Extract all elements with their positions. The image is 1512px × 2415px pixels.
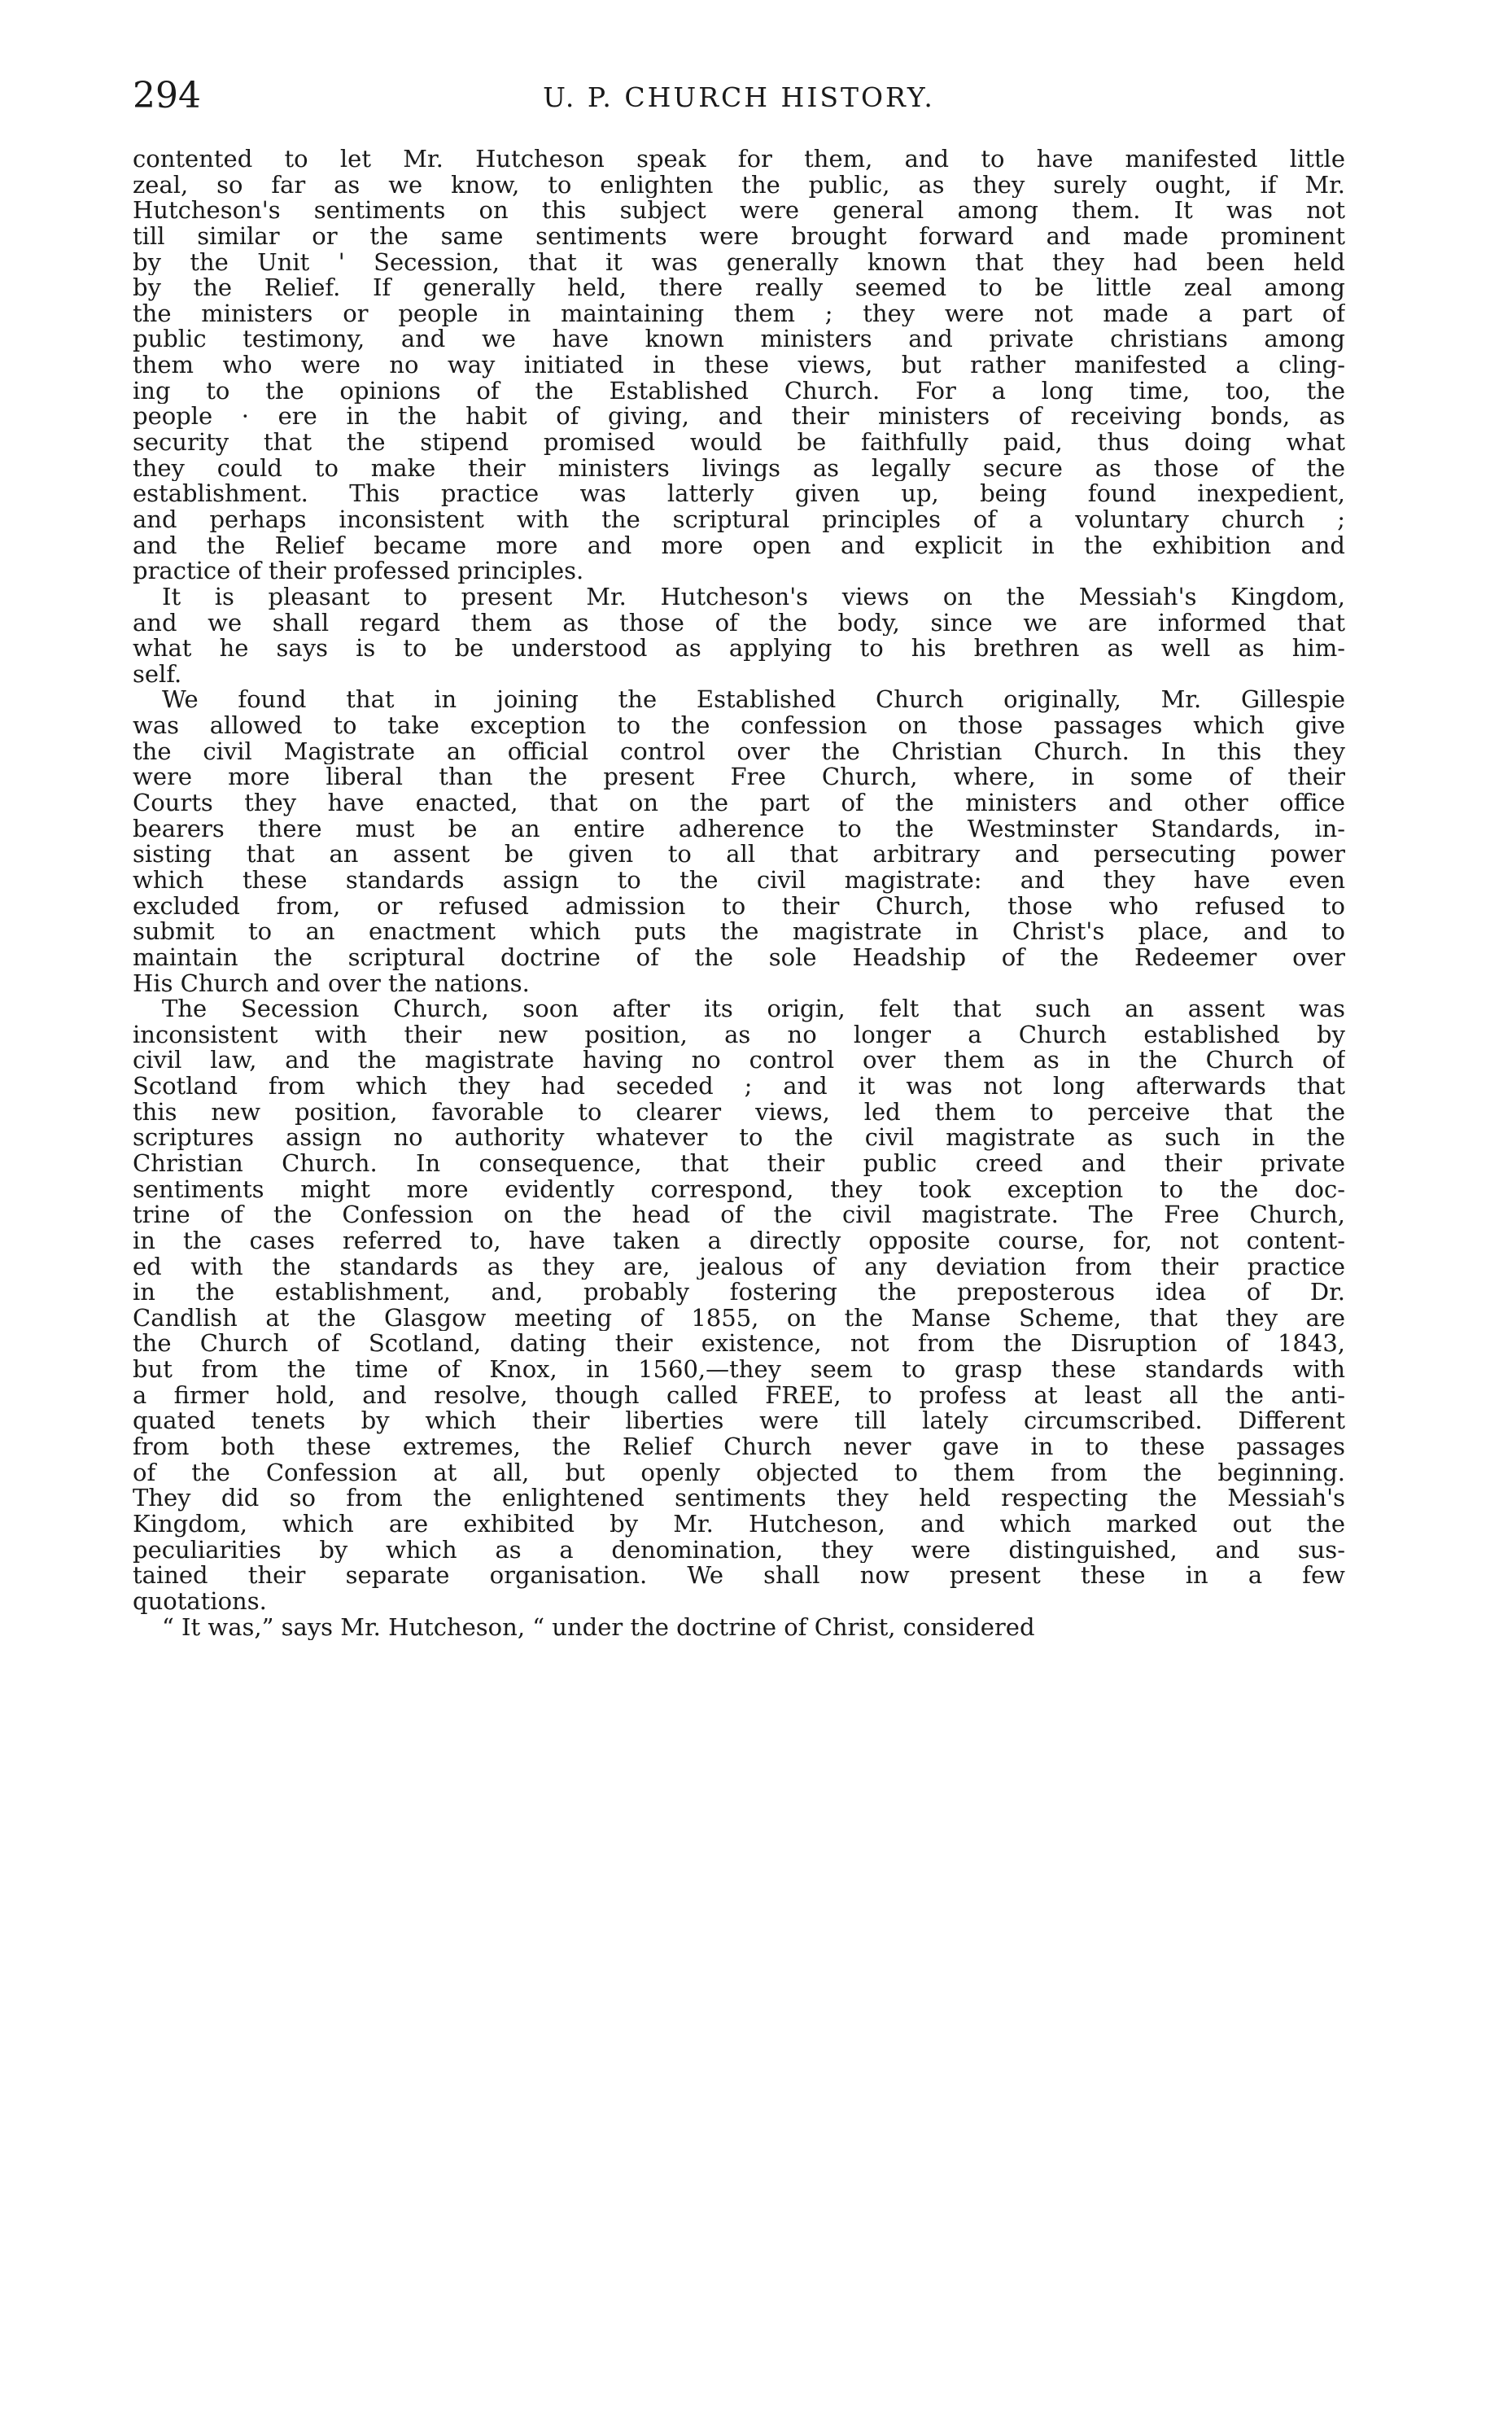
text-line: by the Unit ' Secession, that it was generally known that they had been held bbox=[133, 249, 1345, 276]
text-line: inconsistent with their new position, as no longer a Church established by bbox=[133, 1022, 1345, 1048]
text-line: what he says is to be understood as applying to his brethren as well as him- bbox=[133, 636, 1345, 662]
text-line: sisting that an assent be given to all that arbitrary and persecuting power bbox=[133, 842, 1345, 868]
text-line: till similar or the same sentiments were brought forward and made prominent bbox=[133, 223, 1345, 250]
text-line: tained their separate organisation. We shall now present these in a few bbox=[133, 1563, 1345, 1589]
text-line: the Church of Scotland, dating their existence, not from the Disruption of 1843, bbox=[133, 1331, 1345, 1358]
text-line: sentiments might more evidently correspond, they took exception to the doc- bbox=[133, 1176, 1345, 1203]
text-line: civil law, and the magistrate having no control over them as in the Church of bbox=[133, 1048, 1345, 1074]
text-line: Kingdom, which are exhibited by Mr. Hutcheson, and which marked out the bbox=[133, 1511, 1345, 1538]
text-line: quotations. bbox=[133, 1588, 267, 1615]
text-line: peculiarities by which as a denomination, they were distinguished, and sus- bbox=[133, 1537, 1345, 1564]
text-line: and perhaps inconsistent with the scriptural principles of a voluntary church ; bbox=[133, 506, 1345, 533]
text-line: of the Confession at all, but openly objected to them from the beginning. bbox=[133, 1459, 1345, 1486]
text-line: establishment. This practice was latterly given up, being found inexpedient, bbox=[133, 481, 1345, 507]
text-line: they could to make their ministers livings as legally secure as those of the bbox=[133, 455, 1345, 482]
text-line: was allowed to take exception to the confession on those passages which give bbox=[133, 713, 1345, 739]
text-line: “ It was,” says Mr. Hutcheson, “ under the doctrine of Christ, considered bbox=[162, 1614, 1035, 1641]
text-line: which these standards assign to the civil magistrate: and they have even bbox=[133, 867, 1345, 894]
text-line: excluded from, or refused admission to their Church, those who refused to bbox=[133, 893, 1345, 920]
text-line: but from the time of Knox, in 1560,—they seem to grasp these standards with bbox=[133, 1357, 1345, 1383]
text-line: the civil Magistrate an official control over the Christian Church. In this they bbox=[133, 738, 1345, 765]
paragraph bbox=[133, 147, 1345, 584]
text-line: Christian Church. In consequence, that their public creed and their private bbox=[133, 1150, 1345, 1177]
paragraph bbox=[133, 687, 1345, 996]
paragraph bbox=[133, 1615, 1345, 1641]
text-line: ed with the standards as they are, jealous of any deviation from their practice bbox=[133, 1253, 1345, 1280]
text-line: submit to an enactment which puts the magistrate in Christ's place, and to bbox=[133, 919, 1345, 945]
text-line: in the establishment, and, probably fostering the preposterous idea of Dr. bbox=[133, 1280, 1345, 1306]
text-line: Courts they have enacted, that on the part of the ministers and other office bbox=[133, 790, 1345, 816]
text-line: We found that in joining the Established Church originally, Mr. Gillespie bbox=[162, 687, 1345, 714]
page-number: 294 bbox=[133, 75, 201, 116]
running-head: U. P. CHURCH HISTORY. bbox=[543, 81, 935, 113]
text-line: a firmer hold, and resolve, though called FREE, to profess at least all the anti- bbox=[133, 1382, 1345, 1409]
text-line: this new position, favorable to clearer views, led them to perceive that the bbox=[133, 1099, 1345, 1126]
text-line: and we shall regard them as those of the body, since we are informed that bbox=[133, 610, 1345, 637]
text-line: by the Relief. If generally held, there really seemed to be little zeal among bbox=[133, 275, 1345, 301]
text-line: quated tenets by which their liberties were till lately circumscribed. Different bbox=[133, 1408, 1345, 1435]
text-line: Hutcheson's sentiments on this subject were general among them. It was not bbox=[133, 198, 1345, 224]
text-line: Candlish at the Glasgow meeting of 1855, on the Manse Scheme, that they are bbox=[133, 1305, 1345, 1332]
text-line: the ministers or people in maintaining them ; they were not made a part of bbox=[133, 300, 1345, 327]
text-line: practice of their professed principles. bbox=[133, 558, 584, 584]
text-line: scriptures assign no authority whatever to the civil magistrate as such in the bbox=[133, 1125, 1345, 1151]
text-line: Scotland from which they had seceded ; and it was not long afterwards that bbox=[133, 1074, 1345, 1100]
text-line: contented to let Mr. Hutcheson speak for them, and to have manifested little bbox=[133, 147, 1345, 173]
text-line: maintain the scriptural doctrine of the sole Headship of the Redeemer over bbox=[133, 944, 1345, 971]
paragraph bbox=[133, 584, 1345, 688]
text-line: ing to the opinions of the Established Church. For a long time, too, the bbox=[133, 378, 1345, 405]
text-line: They did so from the enlightened sentiments they held respecting the Messiah's bbox=[133, 1485, 1345, 1512]
body-text bbox=[133, 147, 1345, 1640]
text-line: His Church and over the nations. bbox=[133, 970, 530, 997]
text-line: people · ere in the habit of giving, and their ministers of receiving bonds, as bbox=[133, 404, 1345, 431]
text-line: were more liberal than the present Free Church, where, in some of their bbox=[133, 764, 1345, 791]
text-line: from both these extremes, the Relief Church never gave in to these passages bbox=[133, 1434, 1345, 1460]
text-line: them who were no way initiated in these views, but rather manifested a cling- bbox=[133, 352, 1345, 378]
text-line: The Secession Church, soon after its origin, felt that such an assent was bbox=[162, 996, 1345, 1022]
text-line: security that the stipend promised would be faithfully paid, thus doing what bbox=[133, 430, 1345, 456]
text-line: and the Relief became more and more open and explicit in the exhibition and bbox=[133, 532, 1345, 559]
page-header bbox=[133, 72, 1345, 129]
paragraph bbox=[133, 996, 1345, 1614]
text-line: trine of the Confession on the head of the civil magistrate. The Free Church, bbox=[133, 1202, 1345, 1228]
text-line: public testimony, and we have known ministers and private christians among bbox=[133, 326, 1345, 353]
text-line: in the cases referred to, have taken a directly opposite course, for, not content- bbox=[133, 1227, 1345, 1254]
text-line: bearers there must be an entire adherence to the Westminster Standards, in- bbox=[133, 816, 1345, 842]
text-line: zeal, so far as we know, to enlighten the public, as they surely ought, if Mr. bbox=[133, 172, 1345, 199]
text-line: It is pleasant to present Mr. Hutcheson's views on the Messiah's Kingdom, bbox=[162, 584, 1345, 610]
text-line: self. bbox=[133, 661, 182, 688]
